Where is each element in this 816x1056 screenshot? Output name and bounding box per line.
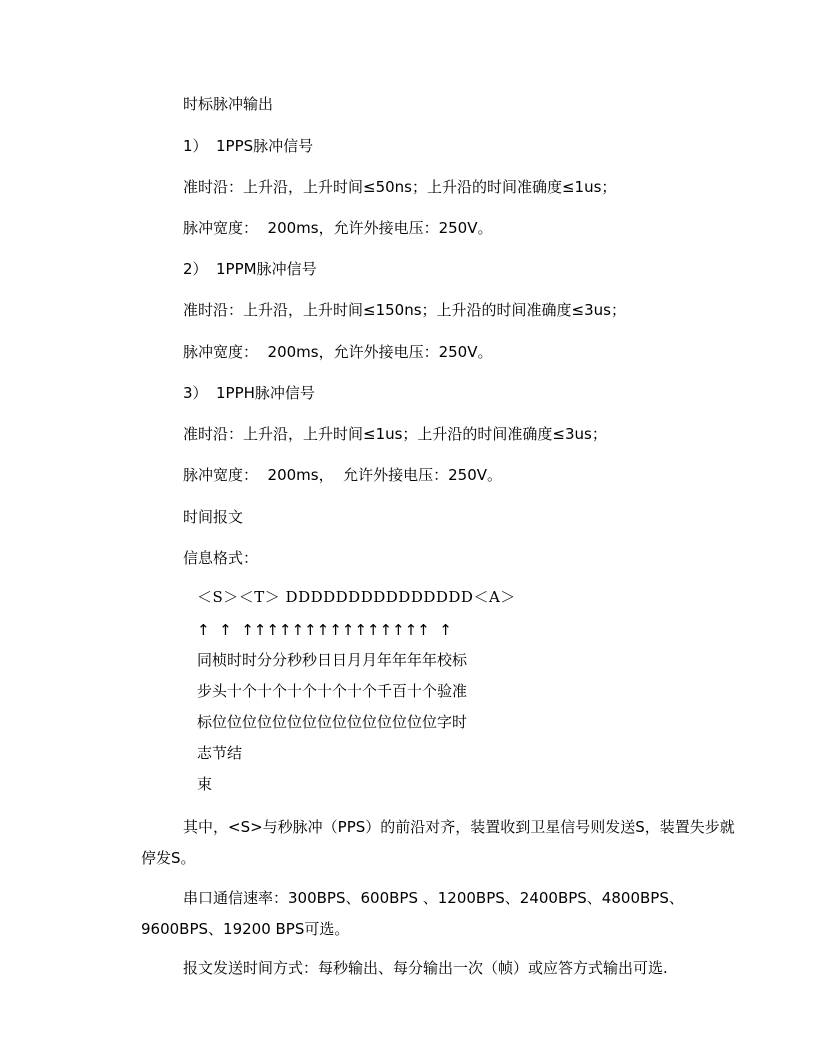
item-1-label: 1PPS脉冲信号: [216, 137, 314, 155]
paragraph-send-mode-text: 报文发送时间方式：每秒输出、每分输出一次（帧）或应答方式输出可选.: [183, 959, 668, 977]
item-1-title: [183, 136, 313, 156]
item-2-label: 1PPM脉冲信号: [216, 260, 317, 278]
item-3-label: 1PPH脉冲信号: [216, 384, 315, 402]
format-row-3: 标位位位位位位位位位位位位位位位字时: [197, 713, 468, 731]
item-2-number: 2）: [183, 260, 208, 278]
format-row-5: 束: [197, 775, 213, 793]
heading-time-message: 时间报文: [183, 508, 244, 526]
paragraph-baud-rate-text: 串口通信速率：300BPS、600BPS 、1200BPS、2400BPS、4800BPS、9600BPS、19200 BPS可选。: [141, 889, 684, 938]
format-label: 信息格式：: [183, 549, 259, 567]
paragraph-sync: [141, 812, 741, 874]
item-2-width: 脉冲宽度： 200ms，允许外接电压：250V。: [183, 343, 493, 361]
item-3-edge: 准时沿：上升沿，上升时间≤1us；上升沿的时间准确度≤3us；: [183, 425, 607, 443]
item-2-edge: 准时沿：上升沿，上升时间≤150ns；上升沿的时间准确度≤3us；: [183, 301, 626, 319]
paragraph-baud-rate: [141, 883, 741, 945]
item-1-number: 1）: [183, 137, 208, 155]
item-1-edge: 准时沿：上升沿，上升时间≤50ns；上升沿的时间准确度≤1us；: [183, 178, 617, 196]
format-row-2: 步头十个十个十个十个十个千百十个验准: [197, 682, 468, 700]
item-3-width: 脉冲宽度： 200ms， 允许外接电压：250V。: [183, 466, 503, 484]
item-3-title: [183, 383, 315, 403]
item-3-number: 3）: [183, 384, 208, 402]
format-arrows: ↑ ↑ ↑↑↑↑↑↑↑↑↑↑↑↑↑↑↑ ↑: [197, 621, 452, 639]
item-1-width: 脉冲宽度： 200ms，允许外接电压：250V。: [183, 219, 493, 237]
format-row-1: 同桢时时分分秒秒日日月月年年年年校标: [197, 651, 468, 669]
format-code: ＜S＞＜T＞ DDDDDDDDDDDDDDD＜A＞: [197, 588, 516, 606]
item-2-title: [183, 259, 317, 279]
format-row-4: 志节结: [197, 744, 243, 762]
heading-pulse-output: 时标脉冲输出: [183, 95, 274, 113]
paragraph-send-mode: [141, 953, 741, 984]
paragraph-sync-text: 其中，<S>与秒脉冲（PPS）的前沿对齐，装置收到卫星信号则发送S，装置失步就停发S。: [141, 818, 735, 867]
